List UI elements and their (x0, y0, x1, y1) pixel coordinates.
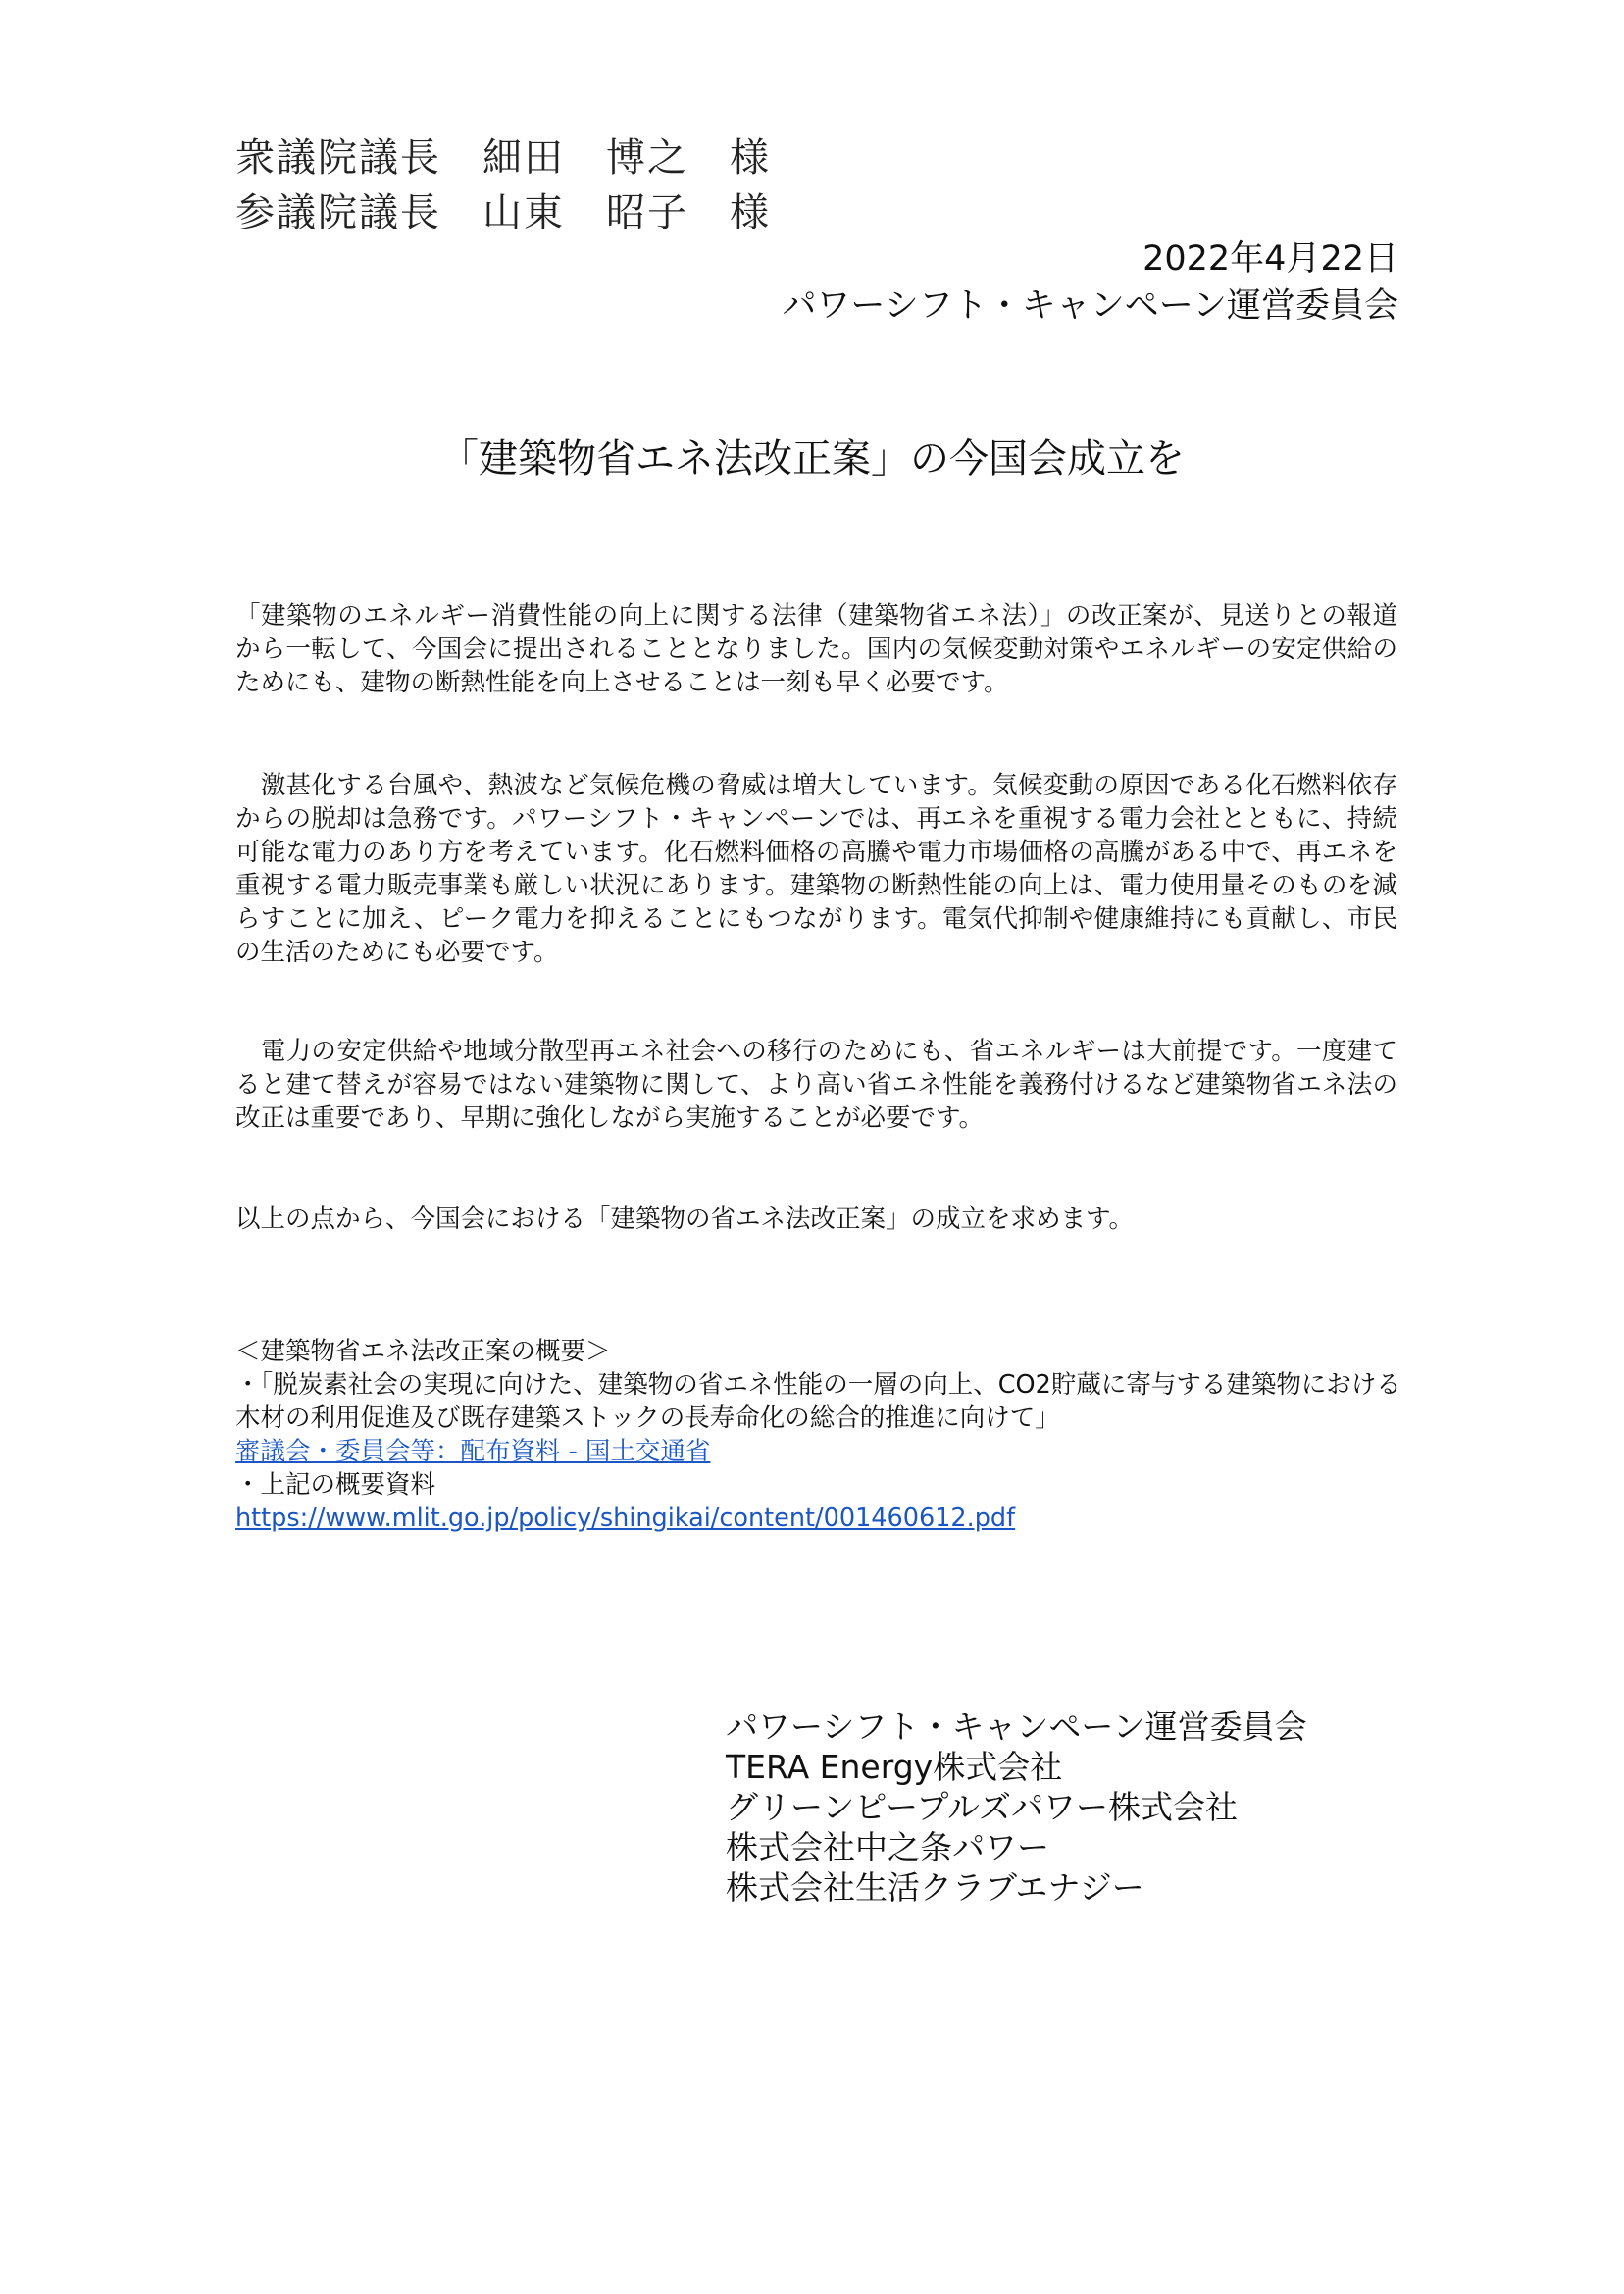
signatory-item: グリーンピープルズパワー株式会社 (726, 1788, 1239, 1826)
summary-heading: ＜建築物省エネ法改正案の概要＞ (235, 1337, 611, 1366)
sender-name: パワーシフト・キャンペーン運営委員会 (782, 286, 1398, 326)
body-paragraph-1: 「建築物のエネルギー消費性能の向上に関する法律（建築物省エネ法）」の改正案が、見送りとの報道から一転して、今国会に提出されることとなりました。国内の気候変動対策やエネルギーの安定供給のためにも、建物の断熱性能を向上させることは一刻も早く必要です。 (235, 601, 1397, 697)
document-title: 「建築物省エネ法改正案」の今国会成立を (439, 436, 1185, 482)
signatory-item: 株式会社中之条パワー (726, 1828, 1049, 1866)
addressee-block (235, 130, 771, 240)
summary-bullet-materials: ・上記の概要資料 (235, 1470, 436, 1500)
addressee-house-of-councillors: 参議院議長 山東 昭子 様 (235, 190, 771, 235)
signatory-item: パワーシフト・キャンペーン運営委員会 (726, 1708, 1307, 1746)
summary-bullet-bill-name: ・「脱炭素社会の実現に向けた、建築物の省エネ性能の一層の向上、CO2貯蔵に寄与する建築物における木材の利用促進及び既存建築ストックの長寿命化の総合的推進に向けて」 (235, 1370, 1401, 1433)
bill-summary-section (235, 1335, 1412, 1535)
body-paragraph-3: 電力の安定供給や地域分散型再エネ社会への移行のためにも、省エネルギーは大前提です。一度建てると建て替えが容易ではない建築物に関して、より高い省エネ性能を義務付けるなど建築物省エネ法の改正は重要であり、早期に強化しながら実施することが必要です。 (235, 1037, 1397, 1133)
addressee-house-of-representatives: 衆議院議長 細田 博之 様 (235, 135, 771, 180)
signatory-item: TERA Energy株式会社 (726, 1748, 1063, 1786)
date-sender-block (782, 235, 1398, 330)
document-date: 2022年4月22日 (1142, 239, 1398, 279)
mlit-council-materials-link[interactable]: 審議会・委員会等：配布資料 - 国土交通省 (235, 1437, 711, 1466)
signatory-list (726, 1707, 1307, 1908)
body-paragraph-2: 激甚化する台風や、熱波など気候危機の脅威は増大しています。気候変動の原因である化石燃料依存からの脱却は急務です。パワーシフト・キャンペーンでは、再エネを重視する電力会社とともに、持続可能な電力のあり方を考えています。化石燃料価格の高騰や電力市場価格の高騰がある中で、再エネを重視する電力販売事業も厳しい状況にあります。建築物の断熱性能の向上は、電力使用量そのものを減らすことに加え、ピーク電力を抑えることにもつながります。電気代抑制や健康維持にも貢献し、市民の生活のためにも必要です。 (235, 771, 1397, 967)
signatory-item: 株式会社生活クラブエナジー (726, 1868, 1144, 1907)
body-paragraph-4: 以上の点から、今国会における「建築物の省エネ法改正案」の成立を求めます。 (235, 1204, 1134, 1234)
mlit-pdf-link[interactable]: https://www.mlit.go.jp/policy/shingikai/content/001460612.pdf (235, 1504, 1016, 1533)
